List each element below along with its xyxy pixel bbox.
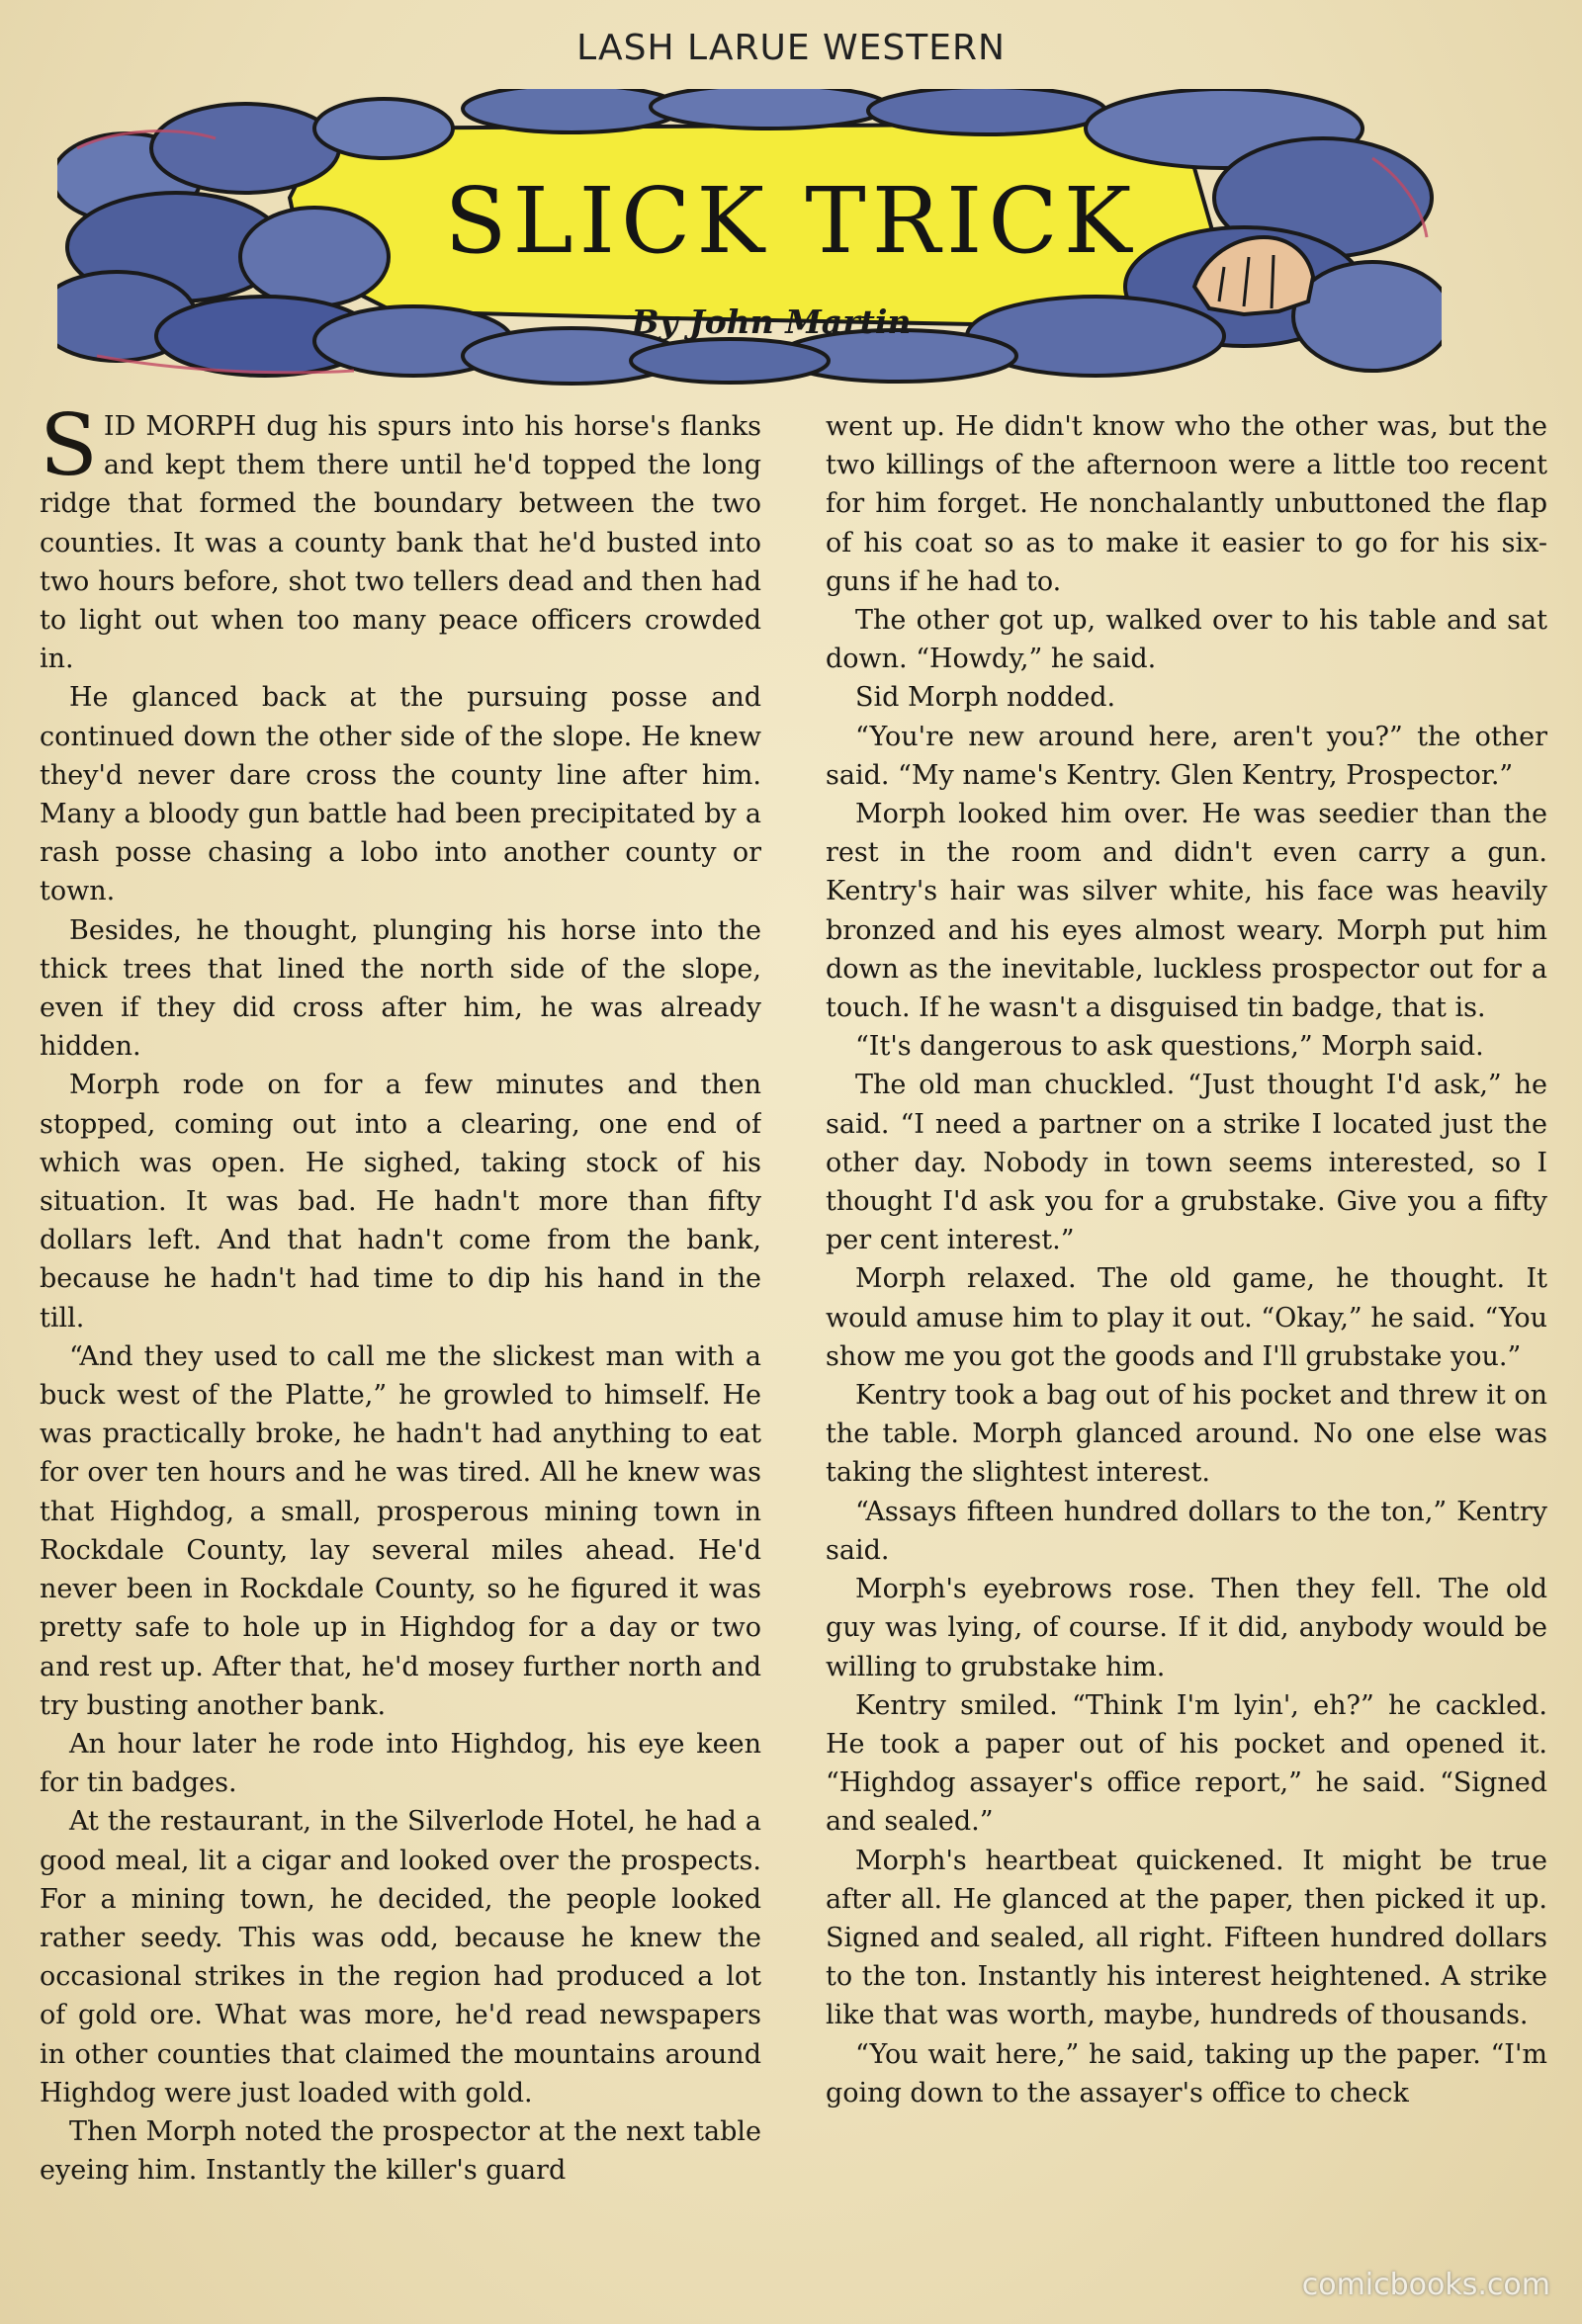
paragraph: went up. He didn't know who the other was, but the two killings of the afternoon were a little too recent for him forget. He nonchalantly unbuttoned the flap of his coat so as to make it easier to go for his six-guns if he had to. (826, 411, 1547, 597)
paragraph: “You're new around here, aren't you?” the other said. “My name's Kentry. Glen Kentry, Prospector.” (826, 721, 1547, 791)
paragraph: Kentry took a bag out of his pocket and threw it on the table. Morph glanced around. No one else was taking the slightest interest. (826, 1380, 1547, 1489)
left-column (40, 407, 761, 2266)
paragraph: An hour later he rode into Highdog, his eye keen for tin badges. (40, 1728, 761, 1799)
right-column (826, 407, 1547, 2266)
paragraph: Morph's heartbeat quickened. It might be true after all. He glanced at the paper, then picked it up. Signed and sealed, all right. Fifteen hundred dollars to the ton. Instantly his interest heightened. A strike like that was worth, maybe, hundreds of thousands. (826, 1845, 1547, 2031)
paragraph: “And they used to call me the slickest man with a buck west of the Platte,” he growled to himself. He was practically broke, he hadn't had anything to eat for over ten hours and he was tired. All he knew was that Highdog, a small, prosperous mining town in Rockdale County, lay several miles ahead. He'd never been in Rockdale County, so he figured it was pretty safe to hole up in Highdog for a day or two and rest up. After that, he'd mosey further north and try busting another bank. (40, 1340, 761, 1721)
story-byline: By John Martin (631, 302, 912, 341)
site-watermark: comicbooks.com (1301, 2268, 1550, 2302)
story-title: SLICK TRICK (444, 168, 1138, 274)
paragraph: The other got up, walked over to his table and sat down. “Howdy,” he said. (826, 605, 1547, 675)
paragraph: Morph rode on for a few minutes and then stopped, coming out into a clearing, one end of which was open. He sighed, taking stock of his situation. It was bad. He hadn't more than fifty dollars left. And that hadn't come from the bank, because he hadn't had time to dip his hand in the till. (40, 1070, 761, 1334)
paragraph: At the restaurant, in the Silverlode Hotel, he had a good meal, lit a cigar and looked over the prospects. For a mining town, he decided, the people looked rather seedy. This was odd, because he knew the occasional strikes in the region had produced a lot of gold ore. What was more, he'd read newspapers in other counties that claimed the mountains around Highdog were just loaded with gold. (40, 1806, 761, 2109)
paragraph: Kentry smiled. “Think I'm lyin', eh?” he cackled. He took a paper out of his pocket and opened it. “Highdog assayer's office report,” he said. “Signed and sealed.” (826, 1689, 1547, 1838)
paragraph: “Assays fifteen hundred dollars to the ton,” Kentry said. (826, 1496, 1547, 1566)
paragraph: “You wait here,” he said, taking up the paper. “I'm going down to the assayer's office to check (826, 2038, 1547, 2109)
title-banner (57, 89, 1442, 386)
drop-cap: S (40, 407, 98, 495)
paragraph: Then Morph noted the prospector at the next table eyeing him. Instantly the killer's guard (40, 2115, 761, 2187)
paragraph: Besides, he thought, plunging his horse into the thick trees that lined the north side of the slope, even if they did cross after him, he was already hidden. (40, 914, 761, 1063)
paragraph: “It's dangerous to ask questions,” Morph said. (855, 1031, 1484, 1063)
running-title: LASH LARUE WESTERN (576, 28, 1006, 68)
paragraph: SID MORPH dug his spurs into his horse's flanks and kept them there until he'd topped the long ridge that formed the boundary between the two counties. It was a county bank that he'd busted into two hours before, shot two tellers dead and then had to light out when too many peace officers crowded in. (40, 407, 761, 675)
paragraph: Morph relaxed. The old game, he thought. It would amuse him to play it out. “Okay,” he said. “You show me you got the goods and I'll grubstake you.” (826, 1263, 1547, 1372)
paragraph: Morph looked him over. He was seedier than the rest in the room and didn't even carry a gun. Kentry's hair was silver white, his face was heavily bronzed and his eyes almost weary. Morph put him down as the inevitable, luckless prospector out for a touch. If he wasn't a disguised tin badge, that is. (826, 799, 1547, 1024)
paragraph: The old man chuckled. “Just thought I'd ask,” he said. “I need a partner on a strike I located just the other day. Nobody in town seems interested, so I thought I'd ask you for a grubstake. Give you a fifty per cent interest.” (826, 1070, 1547, 1256)
paragraph: Morph's eyebrows rose. Then they fell. The old guy was lying, of course. If it did, anybody would be willing to grubstake him. (826, 1574, 1547, 1682)
paragraph: He glanced back at the pursuing posse and continued down the other side of the slope. He knew they'd never dare cross the county line after him. Many a bloody gun battle had been precipitated by a rash posse chasing a lobo into another county or town. (40, 682, 761, 907)
paragraph: Sid Morph nodded. (855, 682, 1116, 714)
